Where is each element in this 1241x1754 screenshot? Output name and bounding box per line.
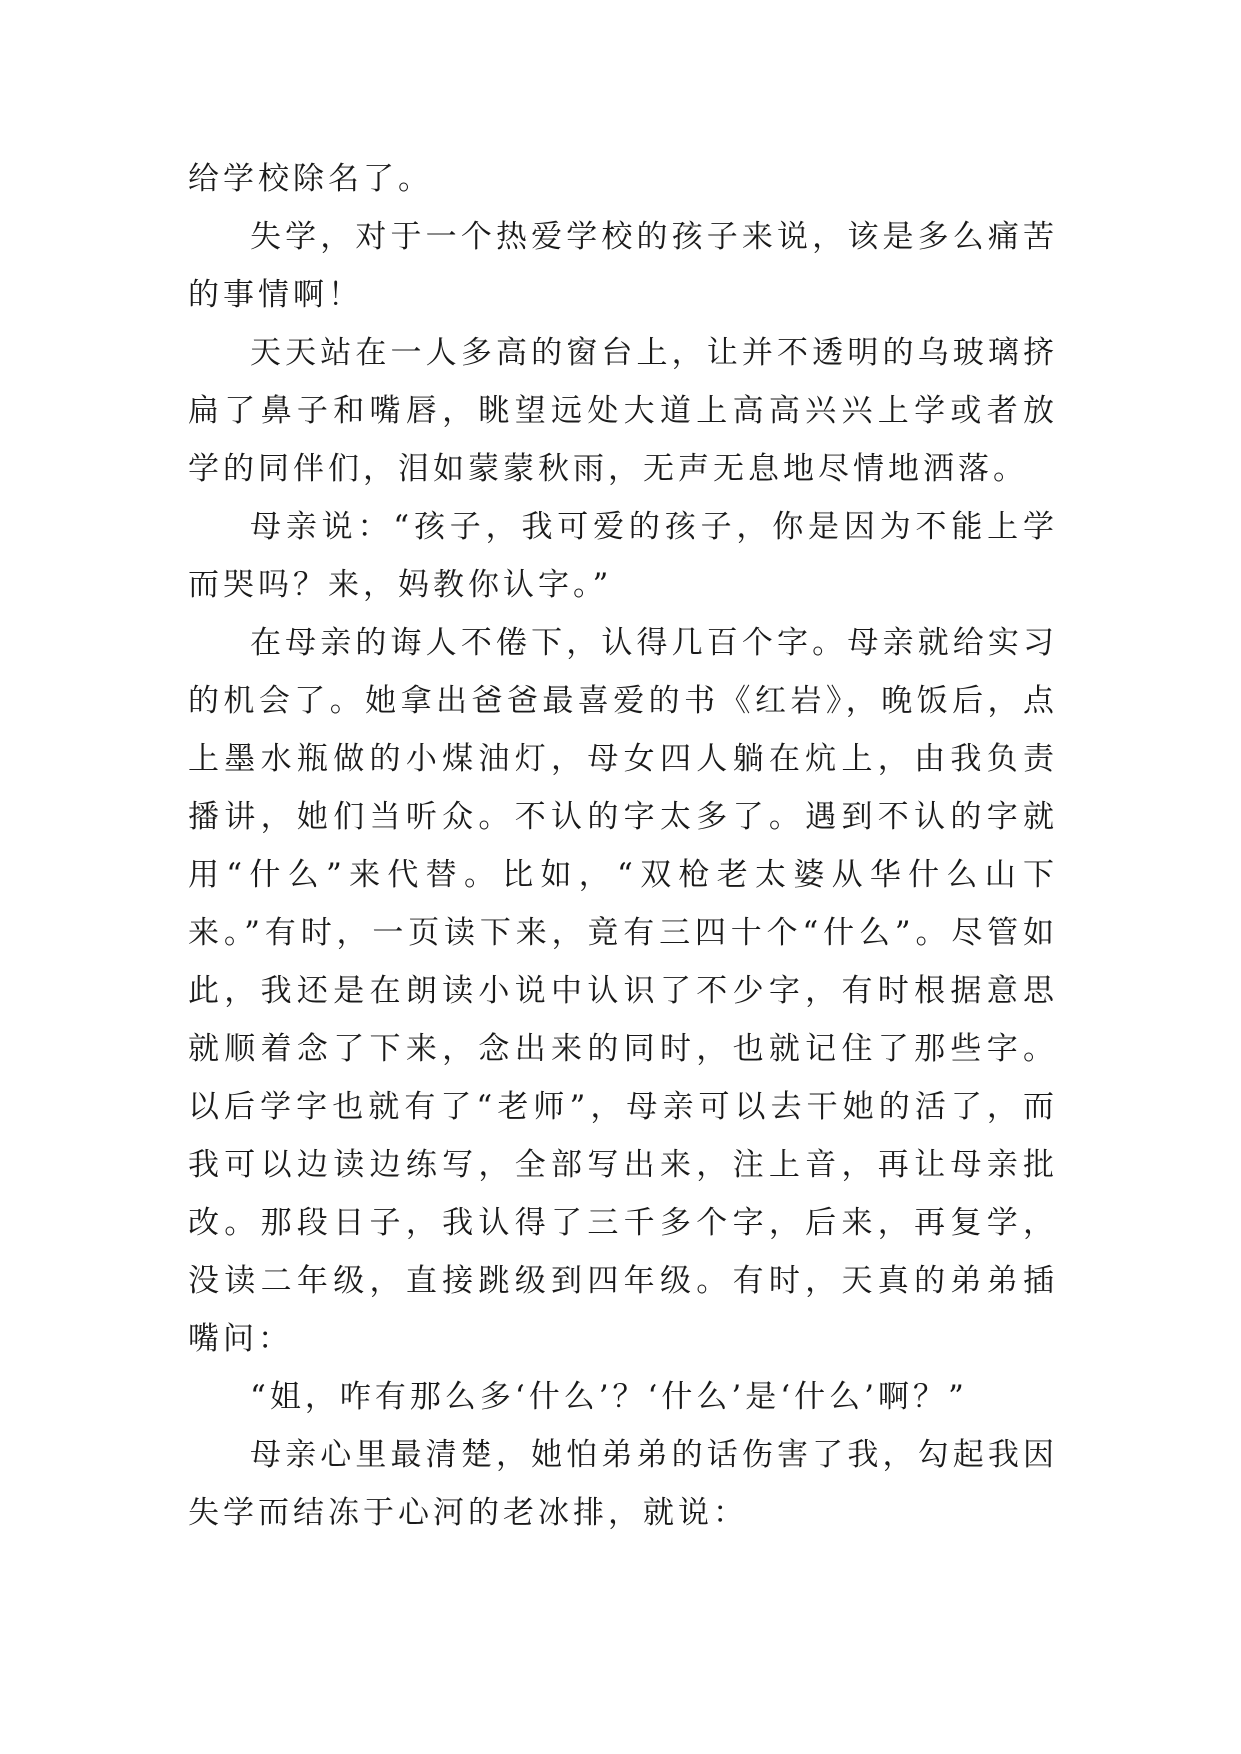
body-text	[188, 150, 1058, 1542]
paragraph-5: 在母亲的诲人不倦下，认得几百个字。母亲就给实习的机会了。她拿出爸爸最喜爱的书《红岩》，晚饭后，点上墨水瓶做的小煤油灯，母女四人躺在炕上，由我负责播讲，她们当听众。不认的字太多了。遇到不认的字就用“什么”来代替。比如，“双枪老太婆从华什么山下来。”有时，一页读下来，竟有三四十个“什么”。尽管如此，我还是在朗读小说中认识了不少字，有时根据意思就顺着念了下来，念出来的同时，也就记住了那些字。以后学字也就有了“老师”，母亲可以去干她的活了，而我可以边读边练写，全部写出来，注上音，再让母亲批改。那段日子，我认得了三千多个字，后来，再复学，没读二年级，直接跳级到四年级。有时，天真的弟弟插嘴问：	[188, 625, 1058, 1357]
paragraph-3: 天天站在一人多高的窗台上，让并不透明的乌玻璃挤扁了鼻子和嘴唇，眺望远处大道上高高兴兴上学或者放学的同伴们，泪如蒙蒙秋雨，无声无息地尽情地洒落。	[188, 335, 1058, 487]
paragraph-7: 母亲心里最清楚，她怕弟弟的话伤害了我，勾起我因失学而结冻于心河的老冰排，就说：	[188, 1437, 1058, 1531]
paragraph-6: “姐，咋有那么多‘什么’？‘什么’是‘什么’啊？”	[250, 1379, 968, 1415]
paragraph-4: 母亲说：“孩子，我可爱的孩子，你是因为不能上学而哭吗？来，妈教你认字。”	[188, 509, 1058, 603]
paragraph-2: 失学，对于一个热爱学校的孩子来说，该是多么痛苦的事情啊！	[188, 219, 1058, 313]
paragraph-1: 给学校除名了。	[188, 161, 433, 197]
